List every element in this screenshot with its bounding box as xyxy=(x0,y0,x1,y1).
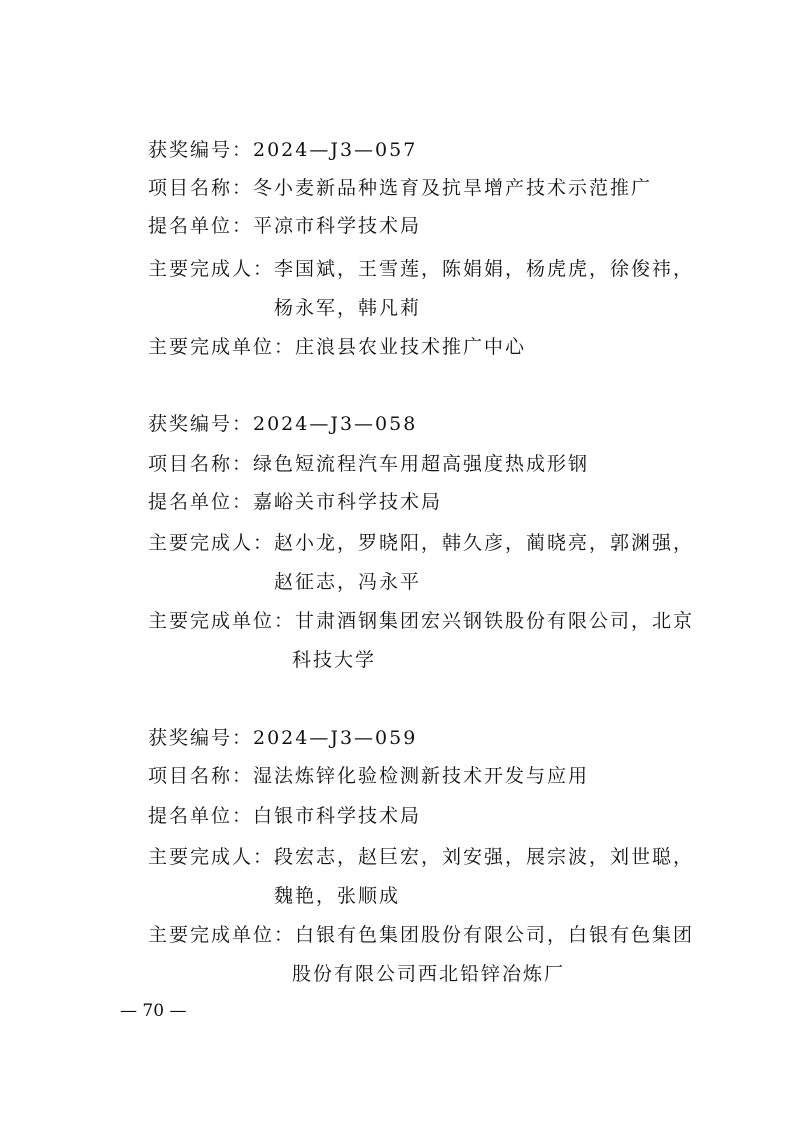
project-name: 项目名称：冬小麦新品种选育及抗旱增产技术示范推广 xyxy=(148,177,653,199)
main-contributors: 主要完成人：李国斌，王雪莲，陈娟娟，杨虎虎，徐俊祎， xyxy=(148,258,695,280)
main-units-cont: 股份有限公司西北铅锌冶炼厂 xyxy=(292,963,566,985)
main-units: 主要完成单位：庄浪县农业技术推广中心 xyxy=(148,336,527,358)
main-contributors-cont: 杨永军，韩凡莉 xyxy=(274,297,422,319)
main-units: 主要完成单位：白银有色集团股份有限公司，白银有色集团 xyxy=(148,924,695,946)
main-units: 主要完成单位：甘肃酒钢集团宏兴钢铁股份有限公司，北京 xyxy=(148,610,695,632)
project-name: 项目名称：湿法炼锌化验检测新技术开发与应用 xyxy=(148,765,590,787)
project-name: 项目名称：绿色短流程汽车用超高强度热成形钢 xyxy=(148,453,590,475)
main-contributors: 主要完成人：赵小龙，罗晓阳，韩久彦，蔺晓亮，郭渊强， xyxy=(148,532,695,554)
award-number: 获奖编号：2024—J3—058 xyxy=(148,413,418,435)
nominating-unit: 提名单位：嘉峪关市科学技术局 xyxy=(148,491,443,513)
page-number: — 70 — xyxy=(120,1001,187,1021)
nominating-unit: 提名单位：平凉市科学技术局 xyxy=(148,215,422,237)
main-contributors-cont: 赵征志，冯永平 xyxy=(274,571,422,593)
main-contributors: 主要完成人：段宏志，赵巨宏，刘安强，展宗波，刘世聪， xyxy=(148,846,695,868)
main-units-cont: 科技大学 xyxy=(292,649,377,671)
nominating-unit: 提名单位：白银市科学技术局 xyxy=(148,805,422,827)
main-contributors-cont: 魏艳，张顺成 xyxy=(274,885,401,907)
award-number: 获奖编号：2024—J3—057 xyxy=(148,139,418,161)
award-number: 获奖编号：2024—J3—059 xyxy=(148,727,418,749)
